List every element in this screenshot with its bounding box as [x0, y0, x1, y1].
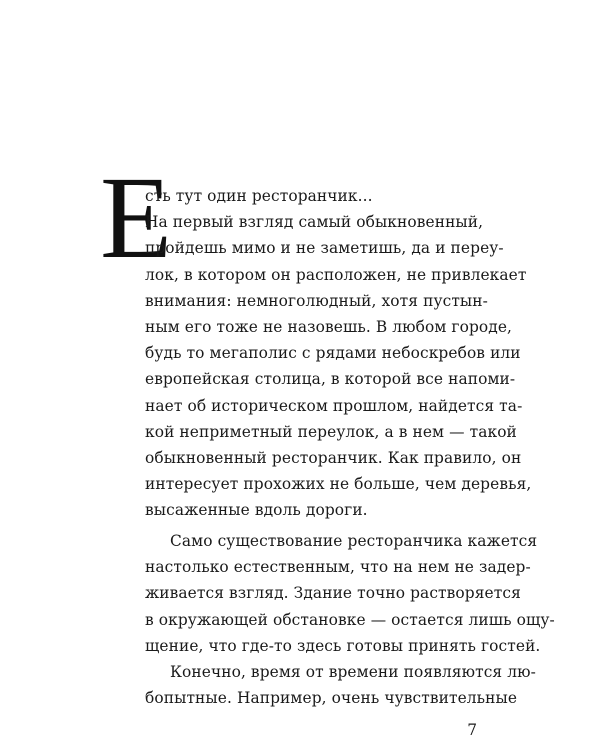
- paragraph-1-line-8: европейская столица, в которой все напоми-: [145, 370, 516, 389]
- paragraph-1-line-9: нает об историческом прошлом, найдется та-: [145, 396, 523, 415]
- paragraph-3-line-1: Конечно, время от времени появляются лю-: [170, 663, 536, 681]
- page-number: 7: [467, 721, 477, 740]
- paragraph-1-line-4: лок, в котором он расположен, не привлекает: [145, 265, 527, 284]
- paragraph-1-line-1: сть тут один ресторанчик...: [145, 187, 373, 205]
- paragraph-1-line-2: На первый взгляд самый обыкновенный,: [145, 213, 484, 232]
- paragraph-2-line-2: настолько естественным, что на нем не задер-: [145, 558, 531, 577]
- paragraph-1-line-12: интересует прохожих не больше, чем деревья,: [145, 475, 532, 494]
- paragraph-1-line-13: высаженные вдоль дороги.: [145, 501, 368, 520]
- paragraph-1-line-3: пройдешь мимо и не заметишь, да и переу-: [145, 239, 504, 258]
- paragraph-1-line-6: ным его тоже не назовешь. В любом городе,: [145, 318, 513, 336]
- paragraph-1-line-5: внимания: немноголюдный, хотя пустын-: [145, 291, 488, 310]
- paragraph-1-line-11: обыкновенный ресторанчик. Как правило, он: [145, 449, 522, 467]
- paragraph-2-line-1: Само существование ресторанчика кажется: [170, 532, 538, 550]
- paragraph-2-line-4: в окружающей обстановке — остается лишь ощу-: [145, 610, 555, 629]
- paragraph-2-line-5: щение, что где-то здесь готовы принять гостей.: [145, 636, 541, 655]
- drop-cap-letter: Е: [100, 152, 173, 283]
- paragraph-1-line-7: будь то мегаполис с рядами небоскребов или: [145, 344, 521, 363]
- paragraph-3-line-2: бопытные. Например, очень чувствительные: [145, 689, 518, 708]
- paragraph-2-line-3: живается взгляд. Здание точно растворяется: [145, 584, 521, 603]
- paragraph-1-line-10: кой неприметный переулок, а в нем — такой: [145, 422, 517, 441]
